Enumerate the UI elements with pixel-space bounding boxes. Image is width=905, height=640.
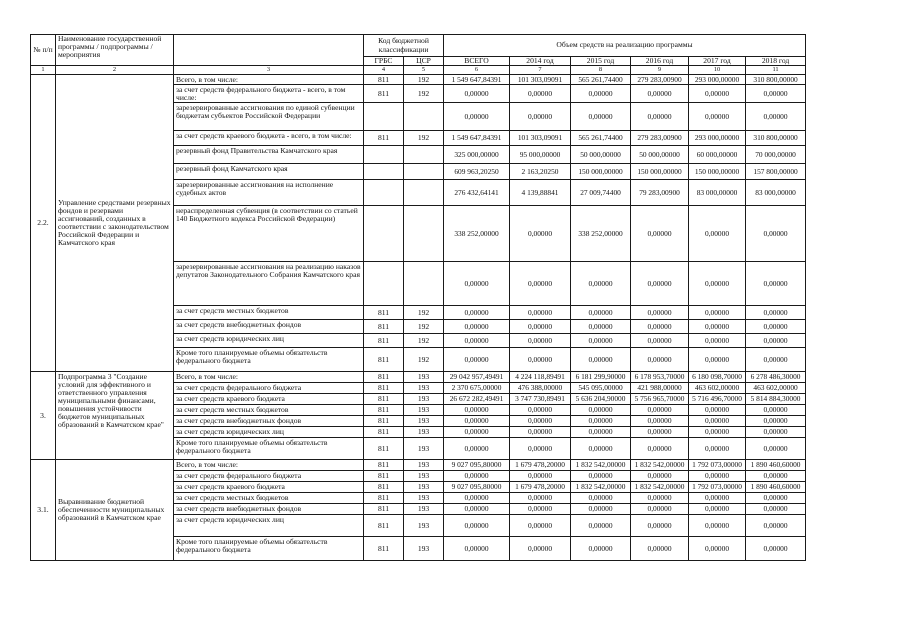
grbs-code: 811 — [364, 348, 404, 372]
year-value: 476 388,00000 — [510, 383, 571, 394]
row-label: за счет средств местных бюджетов — [174, 405, 364, 416]
year-value: 0,00000 — [571, 438, 631, 460]
header-total: ВСЕГО — [444, 57, 510, 66]
year-value: 0,00000 — [631, 416, 689, 427]
year-value: 0,00000 — [631, 85, 689, 103]
year-value: 2 163,20250 — [510, 164, 571, 180]
year-value: 0,00000 — [510, 427, 571, 438]
total-value: 276 432,64141 — [444, 180, 510, 206]
csr-code: 193 — [404, 394, 444, 405]
year-value: 0,00000 — [631, 334, 689, 348]
year-value: 0,00000 — [631, 348, 689, 372]
column-index-cell: 3 — [174, 66, 364, 75]
year-value: 4 224 118,89491 — [510, 372, 571, 383]
year-value: 0,00000 — [689, 103, 746, 131]
year-value: 279 283,00900 — [631, 75, 689, 85]
year-value: 0,00000 — [631, 537, 689, 561]
year-value: 0,00000 — [746, 103, 806, 131]
year-value: 0,00000 — [689, 85, 746, 103]
grbs-code: 811 — [364, 131, 404, 146]
year-value: 0,00000 — [510, 493, 571, 504]
grbs-code: 811 — [364, 334, 404, 348]
year-value: 463 602,00000 — [746, 383, 806, 394]
row-label: резервный фонд Правительства Камчатского края — [174, 146, 364, 164]
row-label: за счет средств федерального бюджета — [174, 471, 364, 482]
year-value: 0,00000 — [689, 427, 746, 438]
year-value: 0,00000 — [746, 504, 806, 515]
total-value: 0,00000 — [444, 334, 510, 348]
total-value: 0,00000 — [444, 493, 510, 504]
year-value: 0,00000 — [571, 515, 631, 537]
year-value: 0,00000 — [510, 471, 571, 482]
row-label: Кроме того планируемые объемы обязательств федерального бюджета — [174, 537, 364, 561]
column-index-cell: 2 — [56, 66, 174, 75]
csr-code — [404, 180, 444, 206]
total-value: 0,00000 — [444, 348, 510, 372]
year-value: 0,00000 — [689, 515, 746, 537]
budget-table-body — [31, 75, 806, 561]
row-label: Всего, в том числе: — [174, 372, 364, 383]
year-value: 0,00000 — [571, 427, 631, 438]
section-number: 2.2. — [31, 75, 56, 372]
year-value: 0,00000 — [689, 334, 746, 348]
csr-code — [404, 164, 444, 180]
table-row — [31, 75, 806, 85]
year-value: 5 716 496,70000 — [689, 394, 746, 405]
section-name: Управление средствами резервных фондов и резервами ассигнований, созданных в соответствии с законодательством Российской Федерации и Камчатского края — [56, 75, 174, 372]
year-value: 1 832 542,00000 — [571, 460, 631, 471]
row-label: зарезервированные ассигнования на реализацию наказов депутатов Законодательного Собрания Камчатского края — [174, 262, 364, 306]
row-label: Кроме того планируемые объемы обязательств федерального бюджета — [174, 348, 364, 372]
grbs-code: 811 — [364, 85, 404, 103]
year-value: 293 000,00000 — [689, 75, 746, 85]
year-value: 0,00000 — [746, 262, 806, 306]
year-value: 83 000,00000 — [689, 180, 746, 206]
year-value: 0,00000 — [510, 515, 571, 537]
header-volume: Объем средств на реализацию программы — [444, 35, 806, 57]
year-value: 0,00000 — [689, 262, 746, 306]
grbs-code: 811 — [364, 75, 404, 85]
total-value: 325 000,00000 — [444, 146, 510, 164]
table-row — [31, 372, 806, 383]
year-value: 0,00000 — [746, 416, 806, 427]
year-value: 0,00000 — [689, 206, 746, 262]
grbs-code: 811 — [364, 438, 404, 460]
year-value: 0,00000 — [746, 471, 806, 482]
csr-code: 193 — [404, 416, 444, 427]
column-index-cell: 9 — [631, 66, 689, 75]
year-value: 0,00000 — [631, 493, 689, 504]
header-grbs: ГРБС — [364, 57, 404, 66]
csr-code: 193 — [404, 460, 444, 471]
header-year: 2014 год — [510, 57, 571, 66]
column-index-cell: 6 — [444, 66, 510, 75]
year-value: 0,00000 — [571, 471, 631, 482]
csr-code: 192 — [404, 75, 444, 85]
year-value: 0,00000 — [746, 85, 806, 103]
total-value: 0,00000 — [444, 537, 510, 561]
year-value: 0,00000 — [571, 537, 631, 561]
header-blank — [174, 35, 364, 66]
column-index-cell: 7 — [510, 66, 571, 75]
grbs-code — [364, 180, 404, 206]
row-label: за счет средств федерального бюджета - всего, в том числе: — [174, 85, 364, 103]
year-value: 565 261,74400 — [571, 75, 631, 85]
year-value: 1 832 542,00000 — [571, 482, 631, 493]
year-value: 150 000,00000 — [631, 164, 689, 180]
csr-code: 193 — [404, 427, 444, 438]
csr-code: 193 — [404, 515, 444, 537]
row-label: Кроме того планируемые объемы обязательств федерального бюджета — [174, 438, 364, 460]
year-value: 70 000,00000 — [746, 146, 806, 164]
year-value: 0,00000 — [631, 427, 689, 438]
row-label: за счет средств внебюджетных фондов — [174, 504, 364, 515]
grbs-code: 811 — [364, 383, 404, 394]
csr-code: 192 — [404, 334, 444, 348]
year-value: 1 890 460,60000 — [746, 482, 806, 493]
grbs-code: 811 — [364, 394, 404, 405]
year-value: 5 756 965,70000 — [631, 394, 689, 405]
grbs-code: 811 — [364, 504, 404, 515]
csr-code — [404, 262, 444, 306]
csr-code: 193 — [404, 383, 444, 394]
csr-code: 193 — [404, 372, 444, 383]
grbs-code — [364, 146, 404, 164]
total-value: 1 549 647,84391 — [444, 131, 510, 146]
grbs-code: 811 — [364, 471, 404, 482]
section-name: Выравнивание бюджетной обеспеченности муниципальных образований в Камчатском крае — [56, 460, 174, 561]
year-value: 0,00000 — [510, 537, 571, 561]
grbs-code: 811 — [364, 372, 404, 383]
budget-table — [30, 34, 806, 561]
year-value: 0,00000 — [571, 320, 631, 334]
csr-code: 193 — [404, 405, 444, 416]
row-label: резервный фонд Камчатского края — [174, 164, 364, 180]
grbs-code: 811 — [364, 306, 404, 320]
year-value: 0,00000 — [631, 405, 689, 416]
year-value: 0,00000 — [510, 405, 571, 416]
year-value: 157 800,00000 — [746, 164, 806, 180]
row-label: за счет средств внебюджетных фондов — [174, 416, 364, 427]
grbs-code: 811 — [364, 482, 404, 493]
year-value: 0,00000 — [746, 306, 806, 320]
total-value: 338 252,00000 — [444, 206, 510, 262]
row-label: за счет средств федерального бюджета — [174, 383, 364, 394]
csr-code: 193 — [404, 537, 444, 561]
year-value: 5 814 884,30000 — [746, 394, 806, 405]
grbs-code — [364, 206, 404, 262]
header-code: Код бюджетной классификации — [364, 35, 444, 57]
year-value: 293 000,00000 — [689, 131, 746, 146]
total-value: 0,00000 — [444, 405, 510, 416]
year-value: 310 800,00000 — [746, 75, 806, 85]
total-value: 0,00000 — [444, 515, 510, 537]
total-value: 0,00000 — [444, 416, 510, 427]
year-value: 463 602,00000 — [689, 383, 746, 394]
section-number: 3. — [31, 372, 56, 460]
year-value: 0,00000 — [571, 493, 631, 504]
year-value: 95 000,00000 — [510, 146, 571, 164]
year-value: 1 792 073,00000 — [689, 482, 746, 493]
year-value: 0,00000 — [746, 515, 806, 537]
csr-code — [404, 206, 444, 262]
year-value: 0,00000 — [746, 206, 806, 262]
year-value: 1 792 073,00000 — [689, 460, 746, 471]
year-value: 0,00000 — [689, 320, 746, 334]
year-value: 1 679 478,20000 — [510, 460, 571, 471]
year-value: 4 139,88841 — [510, 180, 571, 206]
year-value: 0,00000 — [746, 405, 806, 416]
year-value: 0,00000 — [510, 262, 571, 306]
row-label: за счет средств краевого бюджета — [174, 482, 364, 493]
year-value: 0,00000 — [631, 320, 689, 334]
total-value: 9 027 095,80000 — [444, 460, 510, 471]
grbs-code: 811 — [364, 427, 404, 438]
csr-code: 193 — [404, 482, 444, 493]
row-label: Всего, в том числе: — [174, 460, 364, 471]
total-value: 1 549 647,84391 — [444, 75, 510, 85]
row-label: за счет средств местных бюджетов — [174, 493, 364, 504]
section-number: 3.1. — [31, 460, 56, 561]
total-value: 609 963,20250 — [444, 164, 510, 180]
csr-code: 193 — [404, 438, 444, 460]
year-value: 0,00000 — [631, 306, 689, 320]
year-value: 83 000,00000 — [746, 180, 806, 206]
year-value: 0,00000 — [510, 103, 571, 131]
year-value: 0,00000 — [689, 471, 746, 482]
year-value: 0,00000 — [571, 262, 631, 306]
csr-code — [404, 103, 444, 131]
year-value: 79 283,00900 — [631, 180, 689, 206]
year-value: 0,00000 — [746, 334, 806, 348]
year-value: 0,00000 — [746, 348, 806, 372]
year-value: 150 000,00000 — [689, 164, 746, 180]
csr-code: 193 — [404, 493, 444, 504]
grbs-code — [364, 262, 404, 306]
year-value: 0,00000 — [631, 515, 689, 537]
budget-table-document — [30, 34, 806, 561]
total-value: 0,00000 — [444, 438, 510, 460]
header-year: 2018 год — [746, 57, 806, 66]
row-label: за счет средств краевого бюджета — [174, 394, 364, 405]
year-value: 0,00000 — [510, 85, 571, 103]
header-num: № п/п — [31, 35, 56, 66]
csr-code: 193 — [404, 504, 444, 515]
year-value: 1 832 542,00000 — [631, 460, 689, 471]
year-value: 0,00000 — [689, 306, 746, 320]
year-value: 0,00000 — [510, 504, 571, 515]
row-label: за счет средств краевого бюджета - всего, в том числе: — [174, 131, 364, 146]
grbs-code: 811 — [364, 460, 404, 471]
header-csr: ЦСР — [404, 57, 444, 66]
grbs-code: 811 — [364, 405, 404, 416]
year-value: 0,00000 — [571, 103, 631, 131]
total-value: 0,00000 — [444, 320, 510, 334]
row-label: за счет средств юридических лиц — [174, 515, 364, 537]
year-value: 0,00000 — [746, 427, 806, 438]
year-value: 6 278 486,30000 — [746, 372, 806, 383]
year-value: 0,00000 — [571, 504, 631, 515]
year-value: 1 890 460,60000 — [746, 460, 806, 471]
year-value: 27 009,74400 — [571, 180, 631, 206]
total-value: 29 042 957,49491 — [444, 372, 510, 383]
year-value: 0,00000 — [571, 306, 631, 320]
year-value: 0,00000 — [510, 206, 571, 262]
total-value: 0,00000 — [444, 262, 510, 306]
year-value: 0,00000 — [571, 85, 631, 103]
table-row — [31, 460, 806, 471]
grbs-code — [364, 103, 404, 131]
csr-code: 192 — [404, 306, 444, 320]
year-value: 6 180 098,70000 — [689, 372, 746, 383]
column-index-row — [31, 66, 806, 75]
csr-code: 192 — [404, 85, 444, 103]
total-value: 2 370 675,00000 — [444, 383, 510, 394]
year-value: 0,00000 — [689, 537, 746, 561]
row-label: за счет средств юридических лиц — [174, 334, 364, 348]
column-index-cell: 5 — [404, 66, 444, 75]
year-value: 421 988,00000 — [631, 383, 689, 394]
year-value: 0,00000 — [510, 416, 571, 427]
column-index-cell: 8 — [571, 66, 631, 75]
year-value: 0,00000 — [689, 504, 746, 515]
grbs-code: 811 — [364, 493, 404, 504]
year-value: 0,00000 — [510, 306, 571, 320]
year-value: 3 747 730,89491 — [510, 394, 571, 405]
row-label: за счет средств внебюджетных фондов — [174, 320, 364, 334]
year-value: 0,00000 — [510, 334, 571, 348]
year-value: 101 303,09091 — [510, 75, 571, 85]
row-label: за счет средств местных бюджетов — [174, 306, 364, 320]
year-value: 565 261,74400 — [571, 131, 631, 146]
year-value: 0,00000 — [631, 438, 689, 460]
row-label: зарезервированные ассигнования на исполнение судебных актов — [174, 180, 364, 206]
column-index-cell: 1 — [31, 66, 56, 75]
year-value: 0,00000 — [689, 405, 746, 416]
header-year: 2015 год — [571, 57, 631, 66]
year-value: 6 178 953,70000 — [631, 372, 689, 383]
grbs-code: 811 — [364, 515, 404, 537]
csr-code: 192 — [404, 348, 444, 372]
year-value: 0,00000 — [571, 416, 631, 427]
column-index-cell: 11 — [746, 66, 806, 75]
section-name: Подпрограмма 3 "Создание условий для эффективного и ответственного управления муниципальными финансами, повышения устойчивости бюджетов муниципальных образований в Камчатском крае" — [56, 372, 174, 460]
total-value: 0,00000 — [444, 306, 510, 320]
year-value: 0,00000 — [571, 348, 631, 372]
year-value: 1 679 478,20000 — [510, 482, 571, 493]
year-value: 0,00000 — [746, 438, 806, 460]
csr-code: 193 — [404, 471, 444, 482]
csr-code — [404, 146, 444, 164]
year-value: 0,00000 — [746, 537, 806, 561]
year-value: 0,00000 — [571, 334, 631, 348]
year-value: 0,00000 — [746, 320, 806, 334]
column-index-cell: 10 — [689, 66, 746, 75]
header-year: 2017 год — [689, 57, 746, 66]
year-value: 338 252,00000 — [571, 206, 631, 262]
row-label: зарезервированные ассигнования по единой субвенции бюджетам субъектов Российской Федерации — [174, 103, 364, 131]
grbs-code — [364, 164, 404, 180]
year-value: 101 303,09091 — [510, 131, 571, 146]
year-value: 0,00000 — [510, 320, 571, 334]
year-value: 0,00000 — [631, 206, 689, 262]
grbs-code: 811 — [364, 537, 404, 561]
total-value: 0,00000 — [444, 504, 510, 515]
csr-code: 192 — [404, 131, 444, 146]
year-value: 310 800,00000 — [746, 131, 806, 146]
grbs-code: 811 — [364, 416, 404, 427]
year-value: 0,00000 — [631, 471, 689, 482]
column-index-cell: 4 — [364, 66, 404, 75]
year-value: 0,00000 — [631, 103, 689, 131]
grbs-code: 811 — [364, 320, 404, 334]
year-value: 1 832 542,00000 — [631, 482, 689, 493]
total-value: 9 027 095,80000 — [444, 482, 510, 493]
year-value: 279 283,00900 — [631, 131, 689, 146]
year-value: 0,00000 — [746, 493, 806, 504]
year-value: 0,00000 — [689, 416, 746, 427]
year-value: 0,00000 — [689, 348, 746, 372]
year-value: 0,00000 — [510, 438, 571, 460]
year-value: 150 000,00000 — [571, 164, 631, 180]
year-value: 6 181 299,90000 — [571, 372, 631, 383]
row-label: нераспределенная субвенция (в соответствии со статьей 140 Бюджетного кодекса Российской Федерации) — [174, 206, 364, 262]
year-value: 0,00000 — [689, 438, 746, 460]
year-value: 60 000,00000 — [689, 146, 746, 164]
year-value: 0,00000 — [631, 504, 689, 515]
year-value: 0,00000 — [689, 493, 746, 504]
year-value: 0,00000 — [631, 262, 689, 306]
header-name: Наименование государственной программы / подпрограммы / мероприятия — [56, 35, 174, 66]
total-value: 0,00000 — [444, 471, 510, 482]
total-value: 0,00000 — [444, 85, 510, 103]
csr-code: 192 — [404, 320, 444, 334]
total-value: 26 672 282,49491 — [444, 394, 510, 405]
year-value: 5 636 204,90000 — [571, 394, 631, 405]
total-value: 0,00000 — [444, 103, 510, 131]
row-label: за счет средств юридических лиц — [174, 427, 364, 438]
year-value: 50 000,00000 — [571, 146, 631, 164]
year-value: 545 095,00000 — [571, 383, 631, 394]
row-label: Всего, в том числе: — [174, 75, 364, 85]
year-value: 0,00000 — [571, 405, 631, 416]
total-value: 0,00000 — [444, 427, 510, 438]
header-year: 2016 год — [631, 57, 689, 66]
year-value: 0,00000 — [510, 348, 571, 372]
year-value: 50 000,00000 — [631, 146, 689, 164]
